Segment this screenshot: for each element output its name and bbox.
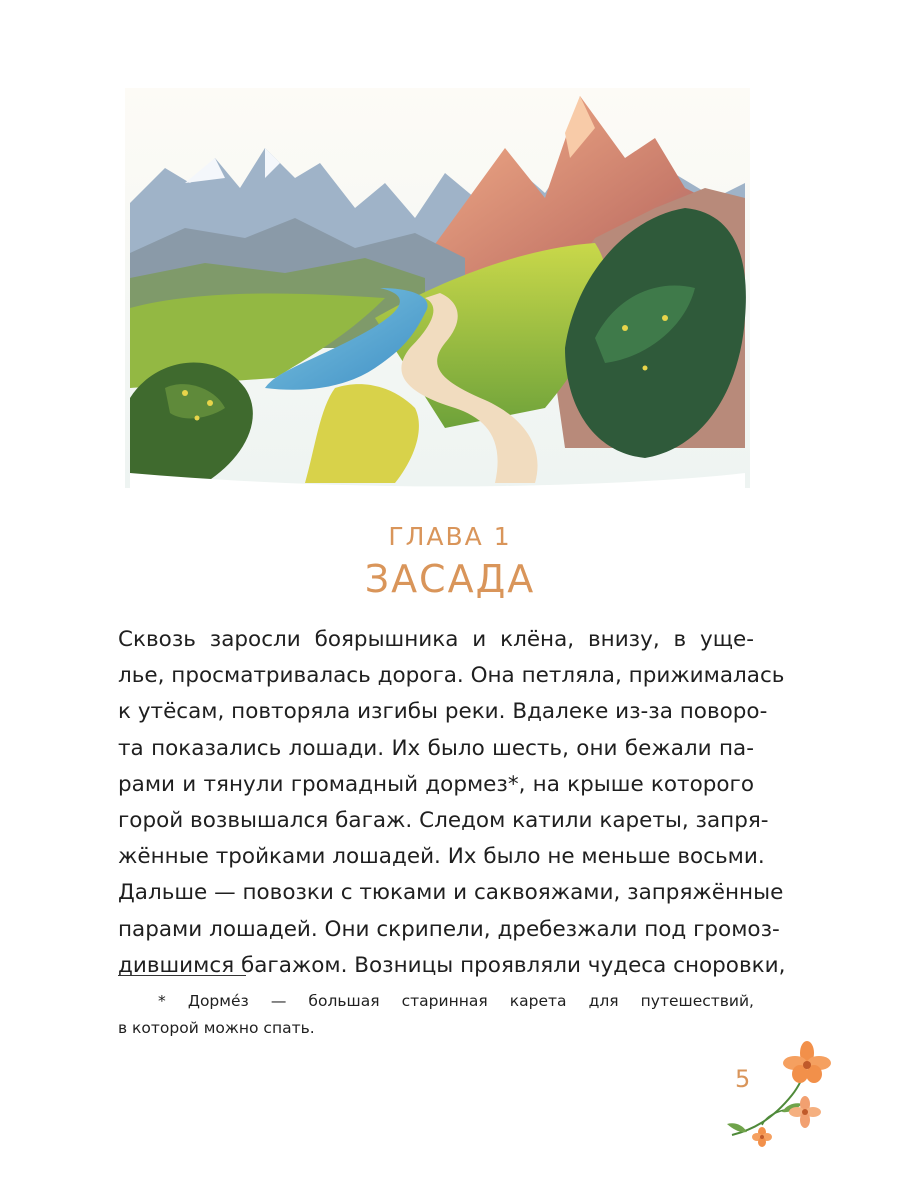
footnote — [118, 988, 754, 1042]
body-line: парами лошадей. Они скрипели, дребезжали под громоз- — [118, 916, 780, 942]
footnote-line: * Дормéз — большая старинная карета для путешествий, — [158, 992, 754, 1010]
body-text — [118, 622, 786, 984]
body-line: дившимся багажом. Возницы проявляли чудеса сноровки, — [118, 952, 786, 978]
body-line: рами и тянули громадный дормез*, на крыше которого — [118, 771, 754, 797]
body-line: Сквозь заросли боярышника и клёна, внизу, в уще- — [118, 627, 754, 652]
footnote-divider — [118, 975, 246, 976]
footnote-line: в которой можно спать. — [118, 1019, 315, 1037]
page-number: 5 — [735, 1065, 751, 1093]
body-line: к утёсам, повторяла изгибы реки. Вдалеке из-за поворо- — [118, 699, 768, 725]
body-line: жённые тройками лошадей. Их было не меньше восьми. — [118, 844, 765, 870]
body-line: горой возвышался багаж. Следом катили кареты, запря- — [118, 808, 769, 834]
flower-decoration — [712, 1040, 832, 1150]
body-line: Дальше — повозки с тюками и саквояжами, запряжённые — [118, 880, 784, 906]
body-line: лье, просматривалась дорога. Она петляла, прижималась — [118, 663, 785, 689]
chapter-title: ЗАСАДА — [364, 557, 536, 601]
body-line: та показались лошади. Их было шесть, они бежали па- — [118, 735, 754, 761]
mountain-valley-illustration — [125, 88, 750, 488]
chapter-label: ГЛАВА 1 — [388, 522, 512, 551]
